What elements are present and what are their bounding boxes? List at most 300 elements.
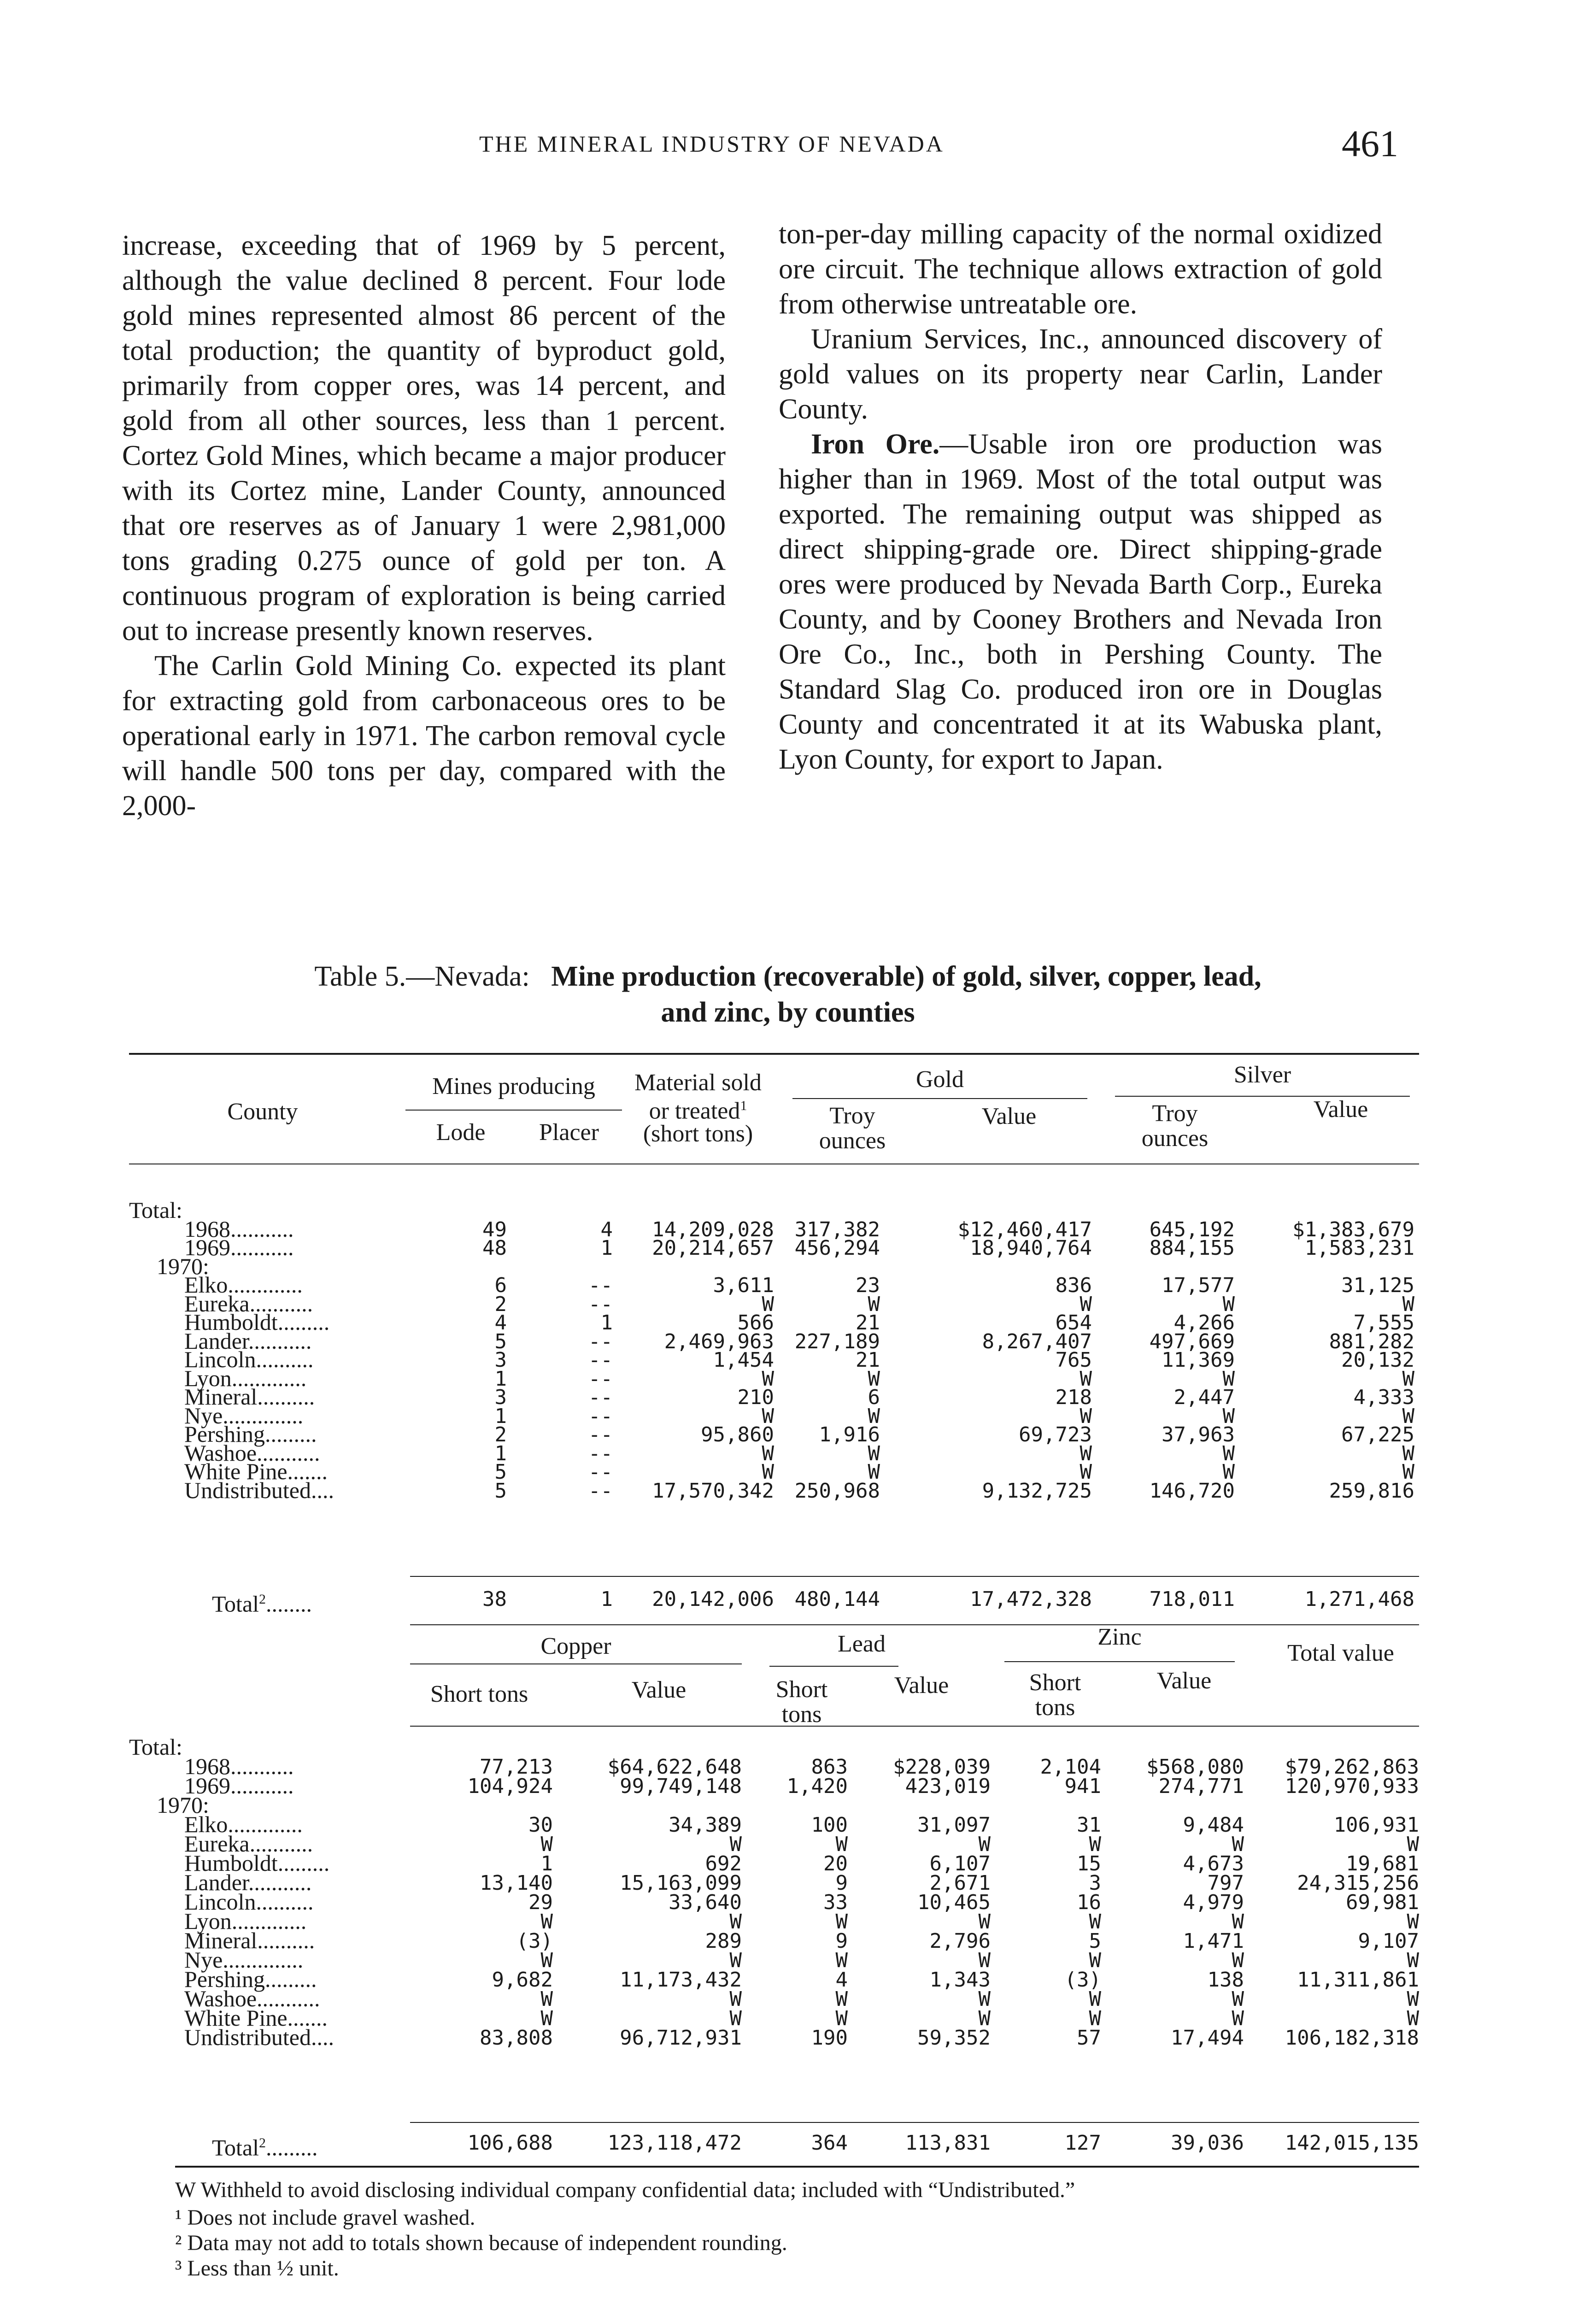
row-label-county: Pershing......... bbox=[184, 1966, 317, 1992]
col-header-lode: Lode bbox=[436, 1119, 486, 1146]
cell-material: 20,214,657 bbox=[652, 1236, 774, 1260]
cell-lode: 5 bbox=[494, 1479, 507, 1503]
cell-silver_val: 67,225 bbox=[1341, 1423, 1414, 1446]
col-header-lead-tons: Short tons bbox=[775, 1676, 828, 1728]
cell-silver_oz: 37,963 bbox=[1162, 1423, 1235, 1446]
running-title: THE MINERAL INDUSTRY OF NEVADA bbox=[479, 131, 945, 157]
cell-pb_t: W bbox=[835, 1833, 848, 1856]
table-caption bbox=[198, 958, 1378, 1030]
cell-pb_v: 423,019 bbox=[905, 1775, 991, 1798]
cell-material: 210 bbox=[737, 1386, 774, 1409]
cell-gold_val: 218 bbox=[1055, 1386, 1092, 1409]
cell-material: W bbox=[762, 1292, 774, 1316]
total-gold_val: 17,472,328 bbox=[970, 1587, 1092, 1611]
cell-lode: 1 bbox=[494, 1404, 507, 1428]
cell-placer: -- bbox=[588, 1460, 613, 1484]
cell-gold_oz: W bbox=[868, 1404, 880, 1428]
cell-cu_v: 11,173,432 bbox=[620, 1968, 742, 1992]
cell-total: W bbox=[1407, 2007, 1419, 2030]
total-rule bbox=[410, 1576, 1419, 1577]
cell-pb_t: W bbox=[835, 1987, 848, 2011]
total-lode: 38 bbox=[482, 1587, 507, 1611]
row-label-county: Undistributed.... bbox=[184, 1477, 334, 1503]
cell-silver_oz: 2,447 bbox=[1174, 1386, 1235, 1409]
cell-gold_oz: 227,189 bbox=[794, 1329, 880, 1353]
cell-placer: 1 bbox=[600, 1236, 613, 1260]
cell-cu_t: W bbox=[540, 1910, 553, 1934]
cell-zn_t: W bbox=[1089, 1949, 1101, 1972]
cell-zn_t: W bbox=[1089, 1987, 1101, 2011]
cell-silver_oz: W bbox=[1222, 1441, 1235, 1465]
cell-gold_oz: 23 bbox=[856, 1274, 880, 1297]
cell-silver_val: W bbox=[1402, 1404, 1414, 1428]
cell-silver_oz: 884,155 bbox=[1149, 1236, 1235, 1260]
cell-pb_v: 31,097 bbox=[917, 1813, 991, 1837]
page-number: 461 bbox=[1342, 123, 1398, 165]
paragraph: The Carlin Gold Mining Co. expected its plant for extracting gold from carbonaceous ores to be operational early in 1971. The carbon removal cycle will handle 500 tons per day, compared with the 2,000- bbox=[122, 650, 726, 822]
cell-silver_oz: 11,369 bbox=[1162, 1348, 1235, 1372]
cell-lode: 5 bbox=[494, 1329, 507, 1353]
cell-placer: -- bbox=[588, 1348, 613, 1372]
cell-cu_t: W bbox=[540, 1987, 553, 2011]
cell-zn_v: 138 bbox=[1207, 1968, 1244, 1992]
cell-total: 11,311,861 bbox=[1297, 1968, 1419, 1992]
cell-silver_val: 7,555 bbox=[1353, 1311, 1414, 1334]
cell-total: W bbox=[1407, 1910, 1419, 1934]
cell-material: 14,209,028 bbox=[652, 1217, 774, 1241]
footnote-3: ³ Less than ½ unit. bbox=[175, 2256, 339, 2280]
cell-placer: -- bbox=[588, 1386, 613, 1409]
row-label-county: Lincoln.......... bbox=[184, 1889, 314, 1915]
col-header-lead-value: Value bbox=[894, 1672, 949, 1699]
row-label-1969: 1969........... bbox=[184, 1234, 294, 1260]
cell-lode: 1 bbox=[494, 1441, 507, 1465]
row-label-county: White Pine....... bbox=[184, 2005, 328, 2031]
page-header bbox=[129, 122, 1419, 168]
row-label-county: Nye.............. bbox=[184, 1947, 304, 1973]
cell-zn_v: 274,771 bbox=[1158, 1775, 1244, 1798]
row-label-county: Mineral.......... bbox=[184, 1384, 315, 1410]
cell-placer: -- bbox=[588, 1404, 613, 1428]
cell-gold_val: $12,460,417 bbox=[957, 1217, 1092, 1241]
cell-gold_val: W bbox=[1080, 1367, 1092, 1391]
cell-cu_v: $64,622,648 bbox=[607, 1755, 742, 1779]
lower-header-bottom-rule bbox=[410, 1726, 1419, 1727]
cell-silver_val: W bbox=[1402, 1441, 1414, 1465]
col-header-silver-value: Value bbox=[1313, 1096, 1368, 1123]
cell-cu_v: W bbox=[729, 1910, 742, 1934]
cell-total: 24,315,256 bbox=[1297, 1871, 1419, 1895]
table-title-line1: Mine production (recoverable) of gold, silver, copper, lead, bbox=[551, 961, 1262, 992]
cell-silver_val: W bbox=[1402, 1460, 1414, 1484]
total-material: 20,142,006 bbox=[652, 1587, 774, 1611]
row-label-county: Nye.............. bbox=[184, 1402, 304, 1428]
cell-cu_v: W bbox=[729, 1987, 742, 2011]
row-label-county: Lyon............. bbox=[184, 1908, 307, 1934]
left-column bbox=[122, 228, 726, 823]
cell-cu_v: 33,640 bbox=[669, 1891, 742, 1914]
total-silver_val: 1,271,468 bbox=[1304, 1587, 1414, 1611]
col-header-zinc-value: Value bbox=[1156, 1668, 1212, 1694]
right-column bbox=[779, 217, 1382, 777]
cell-placer: 1 bbox=[600, 1311, 613, 1334]
run-in-heading: Iron Ore. bbox=[811, 429, 940, 460]
row-label-county: Lincoln.......... bbox=[184, 1346, 314, 1372]
cell-silver_oz: 497,669 bbox=[1149, 1329, 1235, 1353]
cell-pb_t: 9 bbox=[835, 1929, 848, 1953]
row-label-county: Eureka........... bbox=[184, 1831, 313, 1857]
row-label-county: Lander........... bbox=[184, 1328, 312, 1354]
cell-zn_t: 15 bbox=[1077, 1852, 1101, 1875]
col-header-zinc: Zinc bbox=[1097, 1624, 1142, 1650]
cell-placer: -- bbox=[588, 1329, 613, 1353]
cell-placer: -- bbox=[588, 1367, 613, 1391]
cell-zn_t: 941 bbox=[1064, 1775, 1101, 1798]
cell-material: 566 bbox=[737, 1311, 774, 1334]
cell-gold_oz: 6 bbox=[868, 1386, 880, 1409]
section-rule bbox=[410, 1624, 1419, 1625]
cell-pb_v: 2,796 bbox=[929, 1929, 991, 1953]
table-label: Table 5.—Nevada: bbox=[314, 961, 530, 992]
row-label-county: Humboldt......... bbox=[184, 1309, 330, 1335]
cell-silver_val: 4,333 bbox=[1353, 1386, 1414, 1409]
cell-pb_t: W bbox=[835, 1910, 848, 1934]
total-placer: 1 bbox=[600, 1587, 613, 1611]
material-note: 1 bbox=[740, 1098, 747, 1113]
cell-cu_t: 30 bbox=[528, 1813, 553, 1837]
cell-placer: -- bbox=[588, 1423, 613, 1446]
cell-gold_oz: 21 bbox=[856, 1311, 880, 1334]
total-total: 142,015,135 bbox=[1285, 2131, 1419, 2155]
lower-total-rule bbox=[410, 2122, 1419, 2123]
paragraph: Uranium Services, Inc., announced discovery of gold values on its property near Carlin, Lander County. bbox=[779, 323, 1382, 425]
leader-dots: ......... bbox=[266, 2134, 318, 2161]
cell-cu_v: 15,163,099 bbox=[620, 1871, 742, 1895]
cell-zn_t: 57 bbox=[1077, 2026, 1101, 2050]
cell-cu_t: 29 bbox=[528, 1891, 553, 1914]
cell-placer: -- bbox=[588, 1441, 613, 1465]
cell-zn_v: 4,673 bbox=[1183, 1852, 1244, 1875]
cell-lode: 3 bbox=[494, 1348, 507, 1372]
col-header-zinc-tons: Short tons bbox=[1029, 1669, 1081, 1721]
lead-rule bbox=[769, 1666, 898, 1667]
cell-gold_oz: 250,968 bbox=[794, 1479, 880, 1503]
cell-cu_t: W bbox=[540, 1833, 553, 1856]
cell-silver_val: 259,816 bbox=[1329, 1479, 1414, 1503]
cell-silver_val: 881,282 bbox=[1329, 1329, 1414, 1353]
cell-zn_t: 2,104 bbox=[1040, 1755, 1101, 1779]
cell-lode: 48 bbox=[482, 1236, 507, 1260]
col-header-lead: Lead bbox=[838, 1631, 886, 1657]
cell-zn_v: 1,471 bbox=[1183, 1929, 1244, 1953]
cell-gold_val: W bbox=[1080, 1404, 1092, 1428]
grand-total-note: 2 bbox=[259, 1592, 266, 1607]
grand-total-text: Total bbox=[212, 2134, 259, 2161]
cell-pb_v: W bbox=[978, 1949, 991, 1972]
cell-pb_v: 59,352 bbox=[917, 2026, 991, 2050]
cell-silver_oz: 4,266 bbox=[1174, 1311, 1235, 1334]
cell-cu_t: 9,682 bbox=[492, 1968, 553, 1992]
col-header-silver-oz: Troy ounces bbox=[1141, 1100, 1209, 1152]
cell-cu_v: 289 bbox=[705, 1929, 742, 1953]
cell-pb_t: 9 bbox=[835, 1871, 848, 1895]
cell-zn_v: W bbox=[1232, 1949, 1244, 1972]
cell-gold_val: 69,723 bbox=[1019, 1423, 1092, 1446]
cell-cu_t: W bbox=[540, 2007, 553, 2030]
cell-cu_t: 1 bbox=[540, 1852, 553, 1875]
cell-placer: -- bbox=[588, 1479, 613, 1503]
row-label-total: Total: bbox=[129, 1197, 182, 1223]
cell-silver_val: $1,383,679 bbox=[1292, 1217, 1414, 1241]
cell-silver_oz: W bbox=[1222, 1404, 1235, 1428]
cell-lode: 4 bbox=[494, 1311, 507, 1334]
cell-gold_val: W bbox=[1080, 1441, 1092, 1465]
paragraph-text: —Usable iron ore production was higher than in 1969. Most of the total output was exported. The remaining output was shipped as direct shipping-grade ore. Direct shipping-grade ores were produced by Nevada Barth Corp., Eureka County, and by Cooney Brothers and Nevada Iron Ore Co., Inc., both in Pershing County. The Standard Slag Co. produced iron ore in Douglas County and concentrated it at its Wabuska plant, Lyon County, for export to Japan. bbox=[779, 429, 1382, 775]
total-pb_v: 113,831 bbox=[905, 2131, 991, 2155]
cell-total: 106,931 bbox=[1333, 1813, 1419, 1837]
col-header-gold-oz: Troy ounces bbox=[819, 1103, 886, 1154]
cell-placer: -- bbox=[588, 1274, 613, 1297]
cell-lode: 1 bbox=[494, 1367, 507, 1391]
cell-pb_t: W bbox=[835, 1949, 848, 1972]
gold-rule bbox=[792, 1098, 1087, 1099]
cell-gold_val: 765 bbox=[1055, 1348, 1092, 1372]
grand-total-text: Total bbox=[212, 1591, 259, 1617]
cell-gold_val: W bbox=[1080, 1460, 1092, 1484]
cell-cu_v: W bbox=[729, 1833, 742, 1856]
cell-gold_oz: 456,294 bbox=[794, 1236, 880, 1260]
cell-material: 3,611 bbox=[713, 1274, 774, 1297]
row-label-county: Washoe........... bbox=[184, 1986, 320, 2011]
cell-zn_v: W bbox=[1232, 1910, 1244, 1934]
cell-gold_val: W bbox=[1080, 1292, 1092, 1316]
row-label-1968: 1968........... bbox=[184, 1753, 294, 1779]
cell-cu_t: (3) bbox=[516, 1929, 553, 1953]
row-label-1968: 1968........... bbox=[184, 1216, 294, 1242]
cell-zn_v: 17,494 bbox=[1171, 2026, 1244, 2050]
material-label: Material sold or treated bbox=[634, 1070, 762, 1124]
cell-total: 19,681 bbox=[1346, 1852, 1419, 1875]
footnote-1: ¹ Does not include gravel washed. bbox=[175, 2205, 475, 2230]
cell-total: $79,262,863 bbox=[1285, 1755, 1419, 1779]
cell-gold_val: 8,267,407 bbox=[982, 1329, 1092, 1353]
cell-gold_val: 18,940,764 bbox=[970, 1236, 1092, 1260]
col-header-total-value: Total value bbox=[1287, 1640, 1394, 1666]
row-label-total: Total: bbox=[129, 1734, 182, 1760]
cell-pb_t: W bbox=[835, 2007, 848, 2030]
cell-pb_t: 33 bbox=[823, 1891, 848, 1914]
row-label-1970: 1970: bbox=[157, 1792, 209, 1818]
cell-total: W bbox=[1407, 1833, 1419, 1856]
total-cu_t: 106,688 bbox=[467, 2131, 553, 2155]
cell-pb_v: 10,465 bbox=[917, 1891, 991, 1914]
cell-material: 17,570,342 bbox=[652, 1479, 774, 1503]
cell-silver_val: 1,583,231 bbox=[1304, 1236, 1414, 1260]
cell-zn_t: 31 bbox=[1077, 1813, 1101, 1837]
cell-cu_t: 77,213 bbox=[480, 1755, 553, 1779]
cell-total: 9,107 bbox=[1358, 1929, 1419, 1953]
row-label-1970: 1970: bbox=[157, 1253, 209, 1279]
cell-zn_v: 4,979 bbox=[1183, 1891, 1244, 1914]
col-header-copper: Copper bbox=[540, 1633, 611, 1659]
cell-pb_t: 1,420 bbox=[786, 1775, 848, 1798]
cell-silver_oz: W bbox=[1222, 1292, 1235, 1316]
cell-placer: -- bbox=[588, 1292, 613, 1316]
cell-gold_oz: W bbox=[868, 1292, 880, 1316]
row-label-county: Mineral.......... bbox=[184, 1928, 315, 1953]
cell-pb_v: 6,107 bbox=[929, 1852, 991, 1875]
cell-total: W bbox=[1407, 1987, 1419, 2011]
col-header-gold: Gold bbox=[916, 1066, 964, 1093]
col-header-copper-tons: Short tons bbox=[430, 1681, 528, 1707]
cell-zn_v: W bbox=[1232, 1987, 1244, 2011]
cell-pb_v: W bbox=[978, 1910, 991, 1934]
row-label-county: Elko............. bbox=[184, 1272, 303, 1298]
col-header-county: County bbox=[227, 1099, 298, 1125]
cell-pb_t: 863 bbox=[811, 1755, 848, 1779]
cell-lode: 6 bbox=[494, 1274, 507, 1297]
cell-pb_v: W bbox=[978, 2007, 991, 2030]
total-silver_oz: 718,011 bbox=[1149, 1587, 1235, 1611]
row-label-county: Elko............. bbox=[184, 1811, 303, 1837]
cell-gold_oz: 21 bbox=[856, 1348, 880, 1372]
row-label-county: Lander........... bbox=[184, 1869, 312, 1895]
cell-gold_oz: 317,382 bbox=[794, 1217, 880, 1241]
cell-cu_t: 104,924 bbox=[467, 1775, 553, 1798]
cell-lode: 3 bbox=[494, 1386, 507, 1409]
cell-gold_val: 836 bbox=[1055, 1274, 1092, 1297]
col-header-material bbox=[631, 1071, 765, 1146]
row-label-county: Washoe........... bbox=[184, 1440, 320, 1466]
cell-lode: 2 bbox=[494, 1292, 507, 1316]
cell-lode: 2 bbox=[494, 1423, 507, 1446]
cell-cu_t: 83,808 bbox=[480, 2026, 553, 2050]
cell-material: W bbox=[762, 1441, 774, 1465]
cell-material: W bbox=[762, 1460, 774, 1484]
footnote-2: ² Data may not add to totals shown because of independent rounding. bbox=[175, 2231, 787, 2255]
cell-silver_oz: W bbox=[1222, 1460, 1235, 1484]
cell-zn_v: $568,080 bbox=[1146, 1755, 1244, 1779]
cell-cu_v: W bbox=[729, 2007, 742, 2030]
cell-zn_v: W bbox=[1232, 1833, 1244, 1856]
material-unit: (short tons) bbox=[643, 1121, 753, 1147]
cell-pb_t: 20 bbox=[823, 1852, 848, 1875]
row-label-county: Eureka........... bbox=[184, 1290, 313, 1317]
cell-zn_v: 9,484 bbox=[1183, 1813, 1244, 1837]
table-bottom-rule bbox=[175, 2166, 1419, 2168]
cell-material: 95,860 bbox=[701, 1423, 774, 1446]
col-header-mines: Mines producing bbox=[432, 1073, 595, 1099]
cell-silver_val: W bbox=[1402, 1367, 1414, 1391]
cell-silver_val: 31,125 bbox=[1341, 1274, 1414, 1297]
cell-pb_v: 1,343 bbox=[929, 1968, 991, 1992]
col-header-silver: Silver bbox=[1233, 1062, 1291, 1088]
cell-gold_oz: 1,916 bbox=[819, 1423, 880, 1446]
cell-zn_v: 797 bbox=[1207, 1871, 1244, 1895]
cell-material: 2,469,963 bbox=[664, 1329, 774, 1353]
cell-cu_v: 692 bbox=[705, 1852, 742, 1875]
col-header-placer: Placer bbox=[539, 1119, 599, 1146]
cell-zn_t: 16 bbox=[1077, 1891, 1101, 1914]
paragraph: increase, exceeding that of 1969 by 5 percent, although the value declined 8 percent. Four lode gold mines represented almost 86 percent of the total production; the quantity of byproduct gold, primarily from copper ores, was 14 percent, and gold from all other sources, less than 1 percent. Cortez Gold Mines, which became a major producer with its Cortez mine, Lander County, announced that ore reserves as of January 1 were 2,981,000 tons grading 0.275 ounce of gold per ton. A continuous program of exploration is being carried out to increase presently known reserves. bbox=[122, 230, 726, 647]
cell-total: 69,981 bbox=[1346, 1891, 1419, 1914]
leader-dots: ........ bbox=[266, 1591, 312, 1617]
cell-total: W bbox=[1407, 1949, 1419, 1972]
cell-total: 106,182,318 bbox=[1285, 2026, 1419, 2050]
row-label-1969: 1969........... bbox=[184, 1773, 294, 1799]
table-title-line2: and zinc, by counties bbox=[661, 997, 915, 1028]
cell-pb_v: $228,039 bbox=[893, 1755, 991, 1779]
row-label-county: Undistributed.... bbox=[184, 2024, 334, 2050]
cell-cu_v: W bbox=[729, 1949, 742, 1972]
footnote-w: W Withheld to avoid disclosing individual company confidential data; included with “Undistributed.” bbox=[175, 2178, 1075, 2202]
cell-gold_oz: W bbox=[868, 1441, 880, 1465]
cell-pb_v: 2,671 bbox=[929, 1871, 991, 1895]
cell-zn_v: W bbox=[1232, 2007, 1244, 2030]
row-label-county: White Pine....... bbox=[184, 1458, 328, 1484]
cell-silver_val: 20,132 bbox=[1341, 1348, 1414, 1372]
cell-lode: 49 bbox=[482, 1217, 507, 1241]
cell-silver_oz: W bbox=[1222, 1367, 1235, 1391]
paragraph-iron-ore bbox=[779, 427, 1382, 777]
mines-rule bbox=[405, 1110, 622, 1111]
cell-pb_t: 190 bbox=[811, 2026, 848, 2050]
cell-silver_oz: 17,577 bbox=[1162, 1274, 1235, 1297]
cell-placer: 4 bbox=[600, 1217, 613, 1241]
cell-silver_oz: 146,720 bbox=[1149, 1479, 1235, 1503]
cell-material: W bbox=[762, 1367, 774, 1391]
grand-total-note: 2 bbox=[259, 2135, 266, 2151]
total-zn_t: 127 bbox=[1064, 2131, 1101, 2155]
cell-pb_v: W bbox=[978, 1833, 991, 1856]
paragraph: ton-per-day milling capacity of the normal oxidized ore circuit. The technique allows extraction of gold from otherwise untreatable ore. bbox=[779, 218, 1382, 320]
total-cu_v: 123,118,472 bbox=[607, 2131, 742, 2155]
cell-gold_oz: W bbox=[868, 1367, 880, 1391]
cell-material: 1,454 bbox=[713, 1348, 774, 1372]
row-label-county: Pershing......... bbox=[184, 1421, 317, 1447]
table-top-rule bbox=[129, 1053, 1419, 1055]
cell-gold_val: 9,132,725 bbox=[982, 1479, 1092, 1503]
cell-zn_t: W bbox=[1089, 1910, 1101, 1934]
cell-silver_val: W bbox=[1402, 1292, 1414, 1316]
col-header-gold-value: Value bbox=[981, 1103, 1037, 1129]
cell-total: 120,970,933 bbox=[1285, 1775, 1419, 1798]
cell-pb_t: 100 bbox=[811, 1813, 848, 1837]
col-header-copper-value: Value bbox=[631, 1677, 687, 1703]
cell-cu_t: 13,140 bbox=[480, 1871, 553, 1895]
total-pb_t: 364 bbox=[811, 2131, 848, 2155]
cell-silver_oz: 645,192 bbox=[1149, 1217, 1235, 1241]
cell-cu_v: 96,712,931 bbox=[620, 2026, 742, 2050]
cell-gold_oz: W bbox=[868, 1460, 880, 1484]
cell-zn_t: 5 bbox=[1089, 1929, 1101, 1953]
cell-zn_t: W bbox=[1089, 2007, 1101, 2030]
cell-lode: 5 bbox=[494, 1460, 507, 1484]
total-gold_oz: 480,144 bbox=[794, 1587, 880, 1611]
cell-zn_t: 3 bbox=[1089, 1871, 1101, 1895]
zinc-rule bbox=[1004, 1661, 1235, 1662]
cell-pb_t: 4 bbox=[835, 1968, 848, 1992]
cell-pb_v: W bbox=[978, 1987, 991, 2011]
row-label-county: Humboldt......... bbox=[184, 1850, 330, 1876]
cell-material: W bbox=[762, 1404, 774, 1428]
cell-cu_v: 34,389 bbox=[669, 1813, 742, 1837]
cell-zn_t: W bbox=[1089, 1833, 1101, 1856]
copper-rule bbox=[410, 1663, 742, 1664]
cell-gold_val: 654 bbox=[1055, 1311, 1092, 1334]
total-zn_v: 39,036 bbox=[1171, 2131, 1244, 2155]
cell-zn_t: (3) bbox=[1064, 1968, 1101, 1992]
